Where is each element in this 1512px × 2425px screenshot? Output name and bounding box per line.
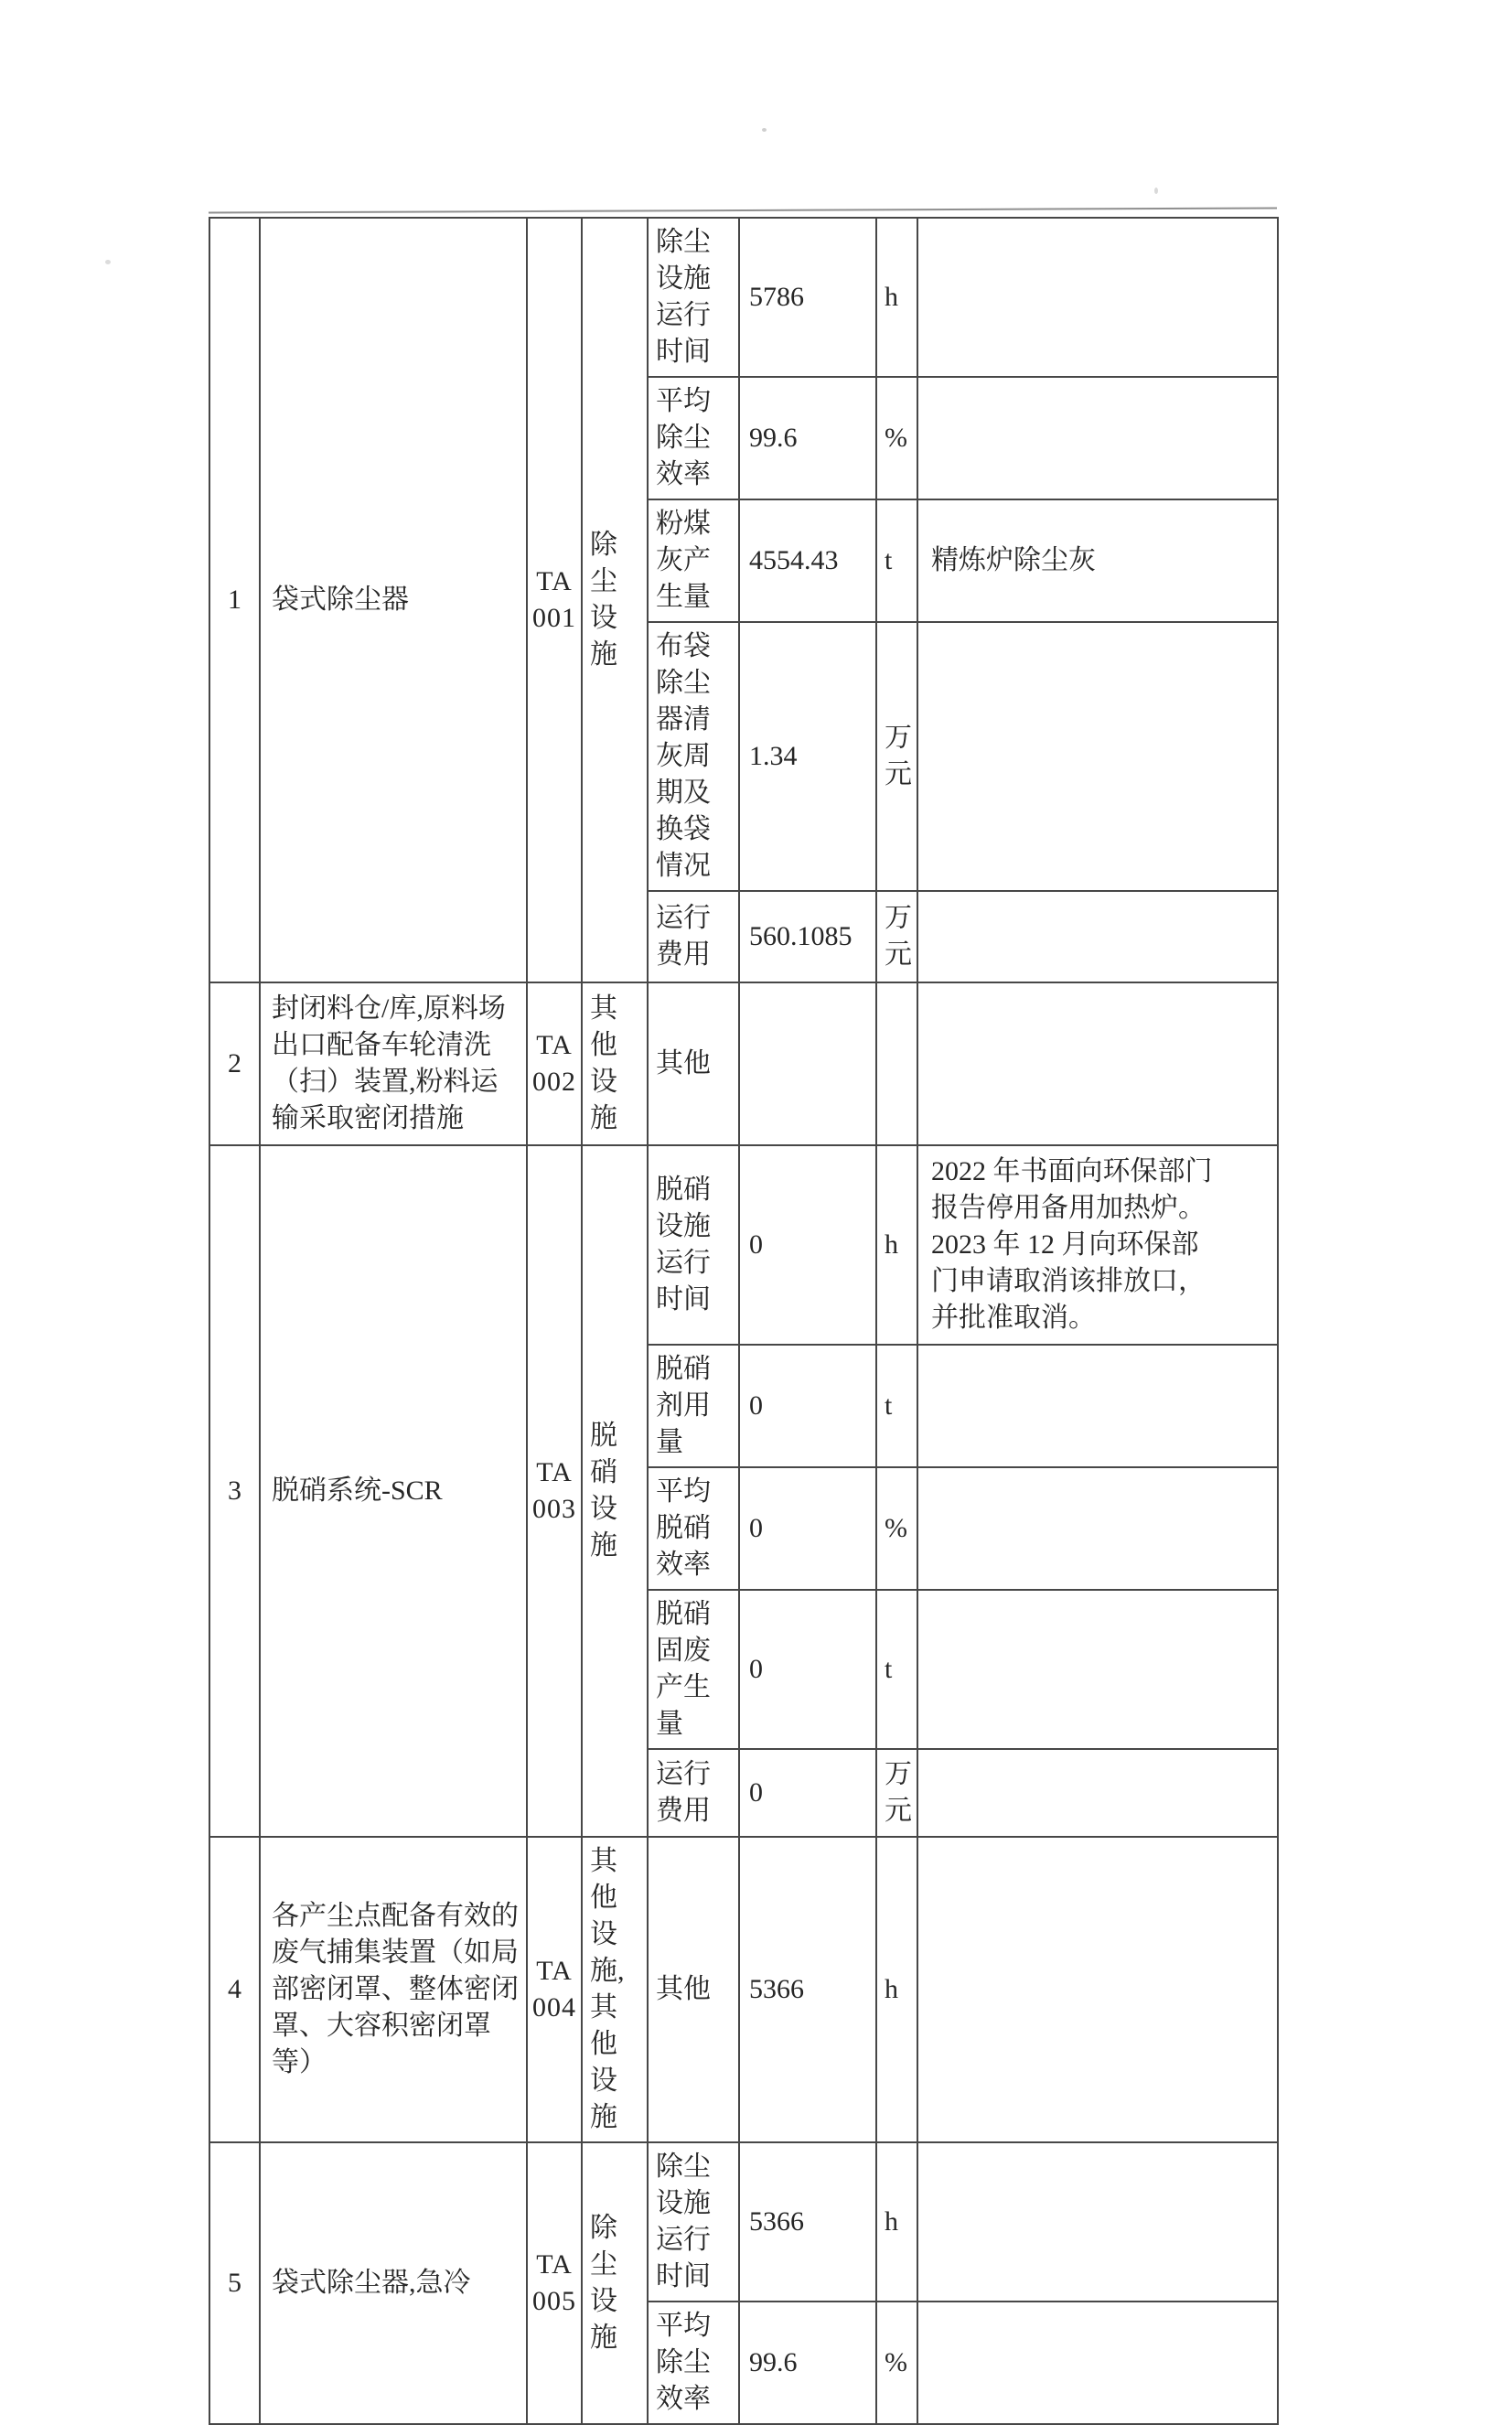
metric-name-cell: 脱硝设施运行时间 bbox=[648, 1145, 739, 1345]
table-row bbox=[209, 1145, 1278, 1345]
metric-value-cell: 0 bbox=[739, 1145, 876, 1345]
metric-value-cell: 1.34 bbox=[739, 622, 876, 891]
metric-name-cell: 运行费用 bbox=[648, 891, 739, 982]
metric-value-cell bbox=[739, 982, 876, 1145]
metric-name-cell: 平均除尘效率 bbox=[648, 377, 739, 499]
metric-note-cell bbox=[917, 891, 1278, 982]
facility-type-cell: 除尘设施 bbox=[582, 2142, 648, 2424]
metric-unit-cell: t bbox=[876, 1590, 917, 1749]
facility-type-cell: 其他设施 bbox=[582, 982, 648, 1145]
metric-value-cell: 0 bbox=[739, 1345, 876, 1467]
metric-unit-cell: h bbox=[876, 1145, 917, 1345]
metric-value-cell: 99.6 bbox=[739, 377, 876, 499]
metric-name-cell: 除尘设施运行时间 bbox=[648, 218, 739, 377]
table-row bbox=[209, 1837, 1278, 2142]
facility-code-cell: TA001 bbox=[527, 218, 582, 982]
metric-name-cell: 脱硝固废产生量 bbox=[648, 1590, 739, 1749]
metric-note-cell bbox=[917, 2302, 1278, 2424]
metric-name-cell: 其他 bbox=[648, 982, 739, 1145]
metric-note-cell bbox=[917, 1467, 1278, 1590]
metric-note-cell bbox=[917, 622, 1278, 891]
metric-unit-cell: t bbox=[876, 1345, 917, 1467]
scan-speck bbox=[762, 128, 767, 132]
metric-note-cell bbox=[917, 1590, 1278, 1749]
metric-unit-cell bbox=[876, 982, 917, 1145]
metric-note-cell: 2022 年书面向环保部门报告停用备用加热炉。2023 年 12 月向环保部门申请取消该排放口，并批准取消。 bbox=[917, 1145, 1278, 1345]
metric-unit-cell: % bbox=[876, 377, 917, 499]
metric-unit-cell: h bbox=[876, 218, 917, 377]
facility-code-cell: TA004 bbox=[527, 1837, 582, 2142]
metric-name-cell: 其他 bbox=[648, 1837, 739, 2142]
facility-code-cell: TA002 bbox=[527, 982, 582, 1145]
metric-unit-cell: h bbox=[876, 2142, 917, 2302]
facility-name-cell: 各产尘点配备有效的废气捕集装置（如局部密闭罩、整体密闭罩、大容积密闭罩等） bbox=[260, 1837, 527, 2142]
metric-note-cell bbox=[917, 2142, 1278, 2302]
metric-note-cell bbox=[917, 982, 1278, 1145]
facility-code-cell: TA003 bbox=[527, 1145, 582, 1837]
row-number-cell: 5 bbox=[209, 2142, 260, 2424]
facility-type-cell: 其他设施,其他设施 bbox=[582, 1837, 648, 2142]
metric-name-cell: 粉煤灰产生量 bbox=[648, 499, 739, 622]
metric-unit-cell: % bbox=[876, 2302, 917, 2424]
metric-unit-cell: % bbox=[876, 1467, 917, 1590]
metric-note-cell bbox=[917, 1345, 1278, 1467]
metric-name-cell: 脱硝剂用量 bbox=[648, 1345, 739, 1467]
table-row bbox=[209, 218, 1278, 377]
facility-name-cell: 封闭料仓/库,原料场出口配备车轮清洗（扫）装置,粉料运输采取密闭措施 bbox=[260, 982, 527, 1145]
metric-name-cell: 布袋除尘器清灰周期及换袋情况 bbox=[648, 622, 739, 891]
metric-note-cell bbox=[917, 1837, 1278, 2142]
metric-note-cell bbox=[917, 218, 1278, 377]
metric-name-cell: 除尘设施运行时间 bbox=[648, 2142, 739, 2302]
metric-note-cell bbox=[917, 1749, 1278, 1837]
row-number-cell: 2 bbox=[209, 982, 260, 1145]
metric-unit-cell: t bbox=[876, 499, 917, 622]
scan-speck bbox=[1154, 188, 1158, 194]
metric-value-cell: 5366 bbox=[739, 1837, 876, 2142]
facility-name-cell: 袋式除尘器,急冷 bbox=[260, 2142, 527, 2424]
facility-name-cell: 袋式除尘器 bbox=[260, 218, 527, 982]
facility-code-cell: TA005 bbox=[527, 2142, 582, 2424]
table-row bbox=[209, 982, 1278, 1145]
scan-speck bbox=[105, 260, 111, 264]
row-number-cell: 1 bbox=[209, 218, 260, 982]
metric-unit-cell: 万元 bbox=[876, 622, 917, 891]
metric-value-cell: 560.1085 bbox=[739, 891, 876, 982]
row-number-cell: 4 bbox=[209, 1837, 260, 2142]
metric-unit-cell: 万元 bbox=[876, 1749, 917, 1837]
facility-name-cell: 脱硝系统-SCR bbox=[260, 1145, 527, 1837]
metric-value-cell: 5366 bbox=[739, 2142, 876, 2302]
scan-double-line bbox=[209, 207, 1277, 213]
facility-type-cell: 除尘设施 bbox=[582, 218, 648, 982]
metric-unit-cell: h bbox=[876, 1837, 917, 2142]
metric-value-cell: 0 bbox=[739, 1590, 876, 1749]
metric-name-cell: 运行费用 bbox=[648, 1749, 739, 1837]
metric-value-cell: 0 bbox=[739, 1467, 876, 1590]
metric-value-cell: 4554.43 bbox=[739, 499, 876, 622]
metric-name-cell: 平均除尘效率 bbox=[648, 2302, 739, 2424]
metric-value-cell: 0 bbox=[739, 1749, 876, 1837]
metric-note-cell bbox=[917, 377, 1278, 499]
metric-note-cell: 精炼炉除尘灰 bbox=[917, 499, 1278, 622]
metric-name-cell: 平均脱硝效率 bbox=[648, 1467, 739, 1590]
facility-type-cell: 脱硝设施 bbox=[582, 1145, 648, 1837]
table-row bbox=[209, 2142, 1278, 2302]
metric-unit-cell: 万元 bbox=[876, 891, 917, 982]
metric-value-cell: 5786 bbox=[739, 218, 876, 377]
treatment-facility-table bbox=[209, 217, 1279, 2425]
metric-value-cell: 99.6 bbox=[739, 2302, 876, 2424]
row-number-cell: 3 bbox=[209, 1145, 260, 1837]
